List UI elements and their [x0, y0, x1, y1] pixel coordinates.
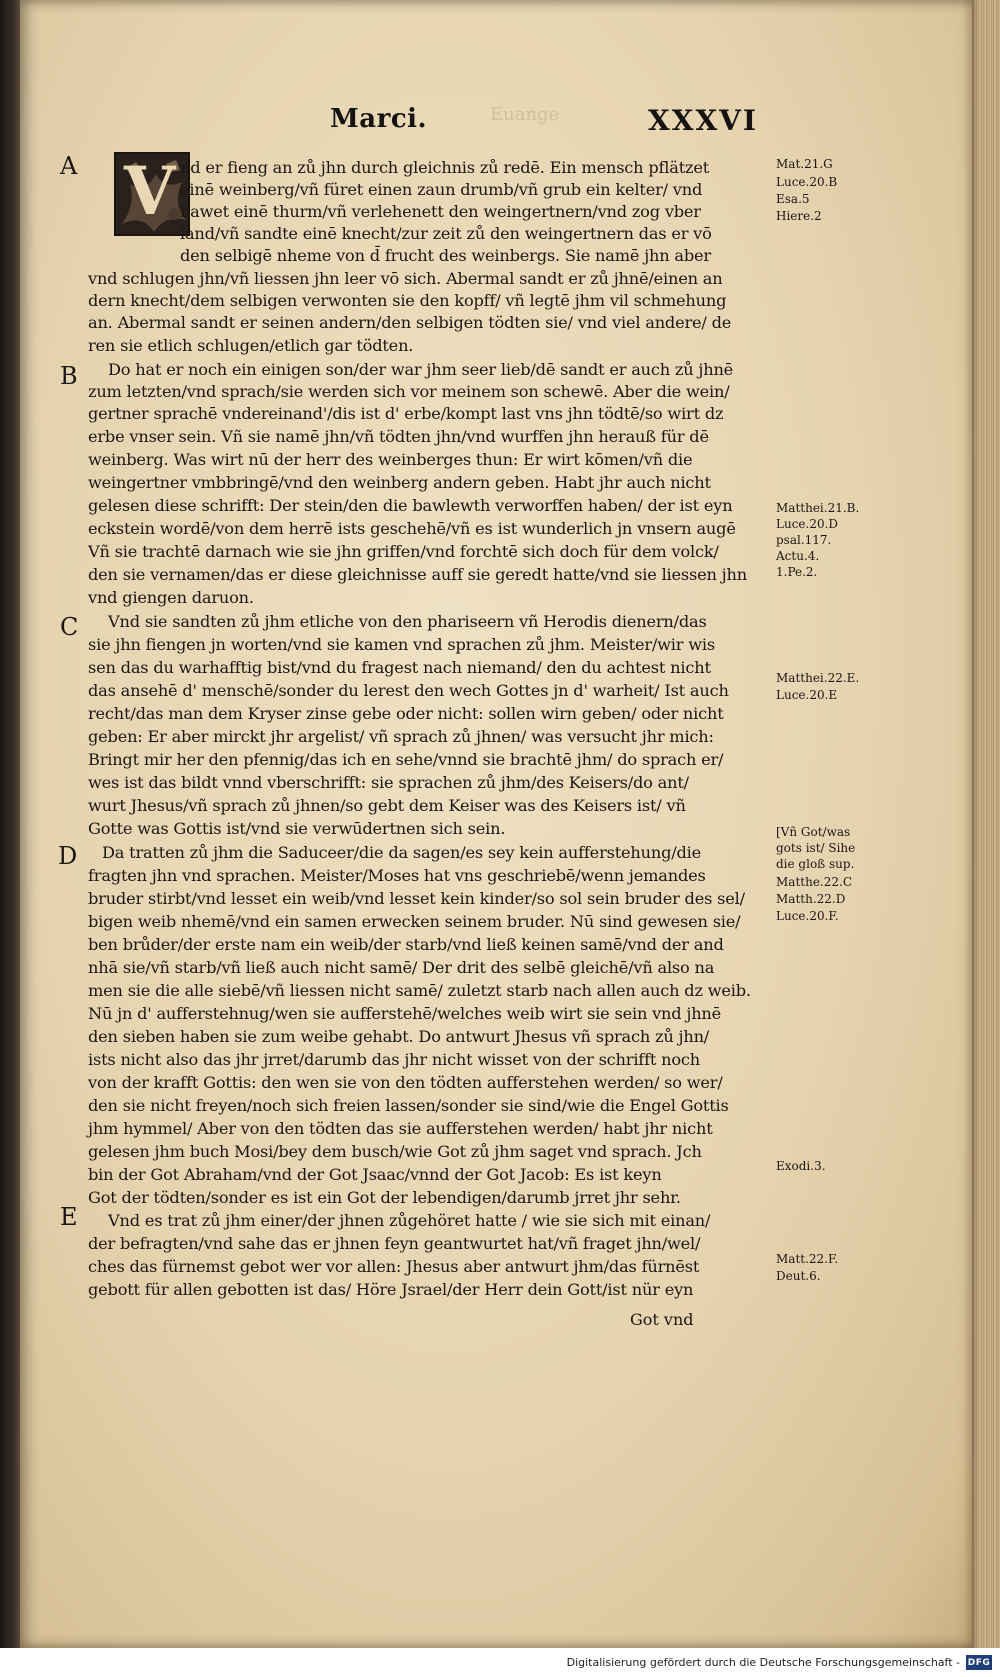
text-line: vnd giengen daruon. — [88, 588, 254, 607]
text-line: gelesen diese schrifft: Der stein/den die bawlewth verworffen haben/ der ist eyn — [88, 496, 733, 515]
section-letter-b: B — [60, 362, 78, 390]
margin-note: Exodi.3. — [776, 1159, 826, 1173]
text-line: jhm hymmel/ Aber von den tödten das sie aufferstehen werden/ habt jhr nicht — [88, 1119, 713, 1138]
text-line: Nū jn d' aufferstehnug/wen sie aufferstehē/welches weib wirt sie sein vnd jhnē — [88, 1004, 722, 1023]
margin-note: Luce.20.E — [776, 688, 838, 702]
margin-note: Luce.20.B — [776, 175, 838, 189]
text-line: ches das fürnemst gebot wer vor allen: Jhesus aber antwurt jhm/das fürnēst — [88, 1257, 700, 1276]
margin-note: gots ist/ Sihe — [776, 841, 856, 855]
margin-note: psal.117. — [776, 533, 832, 547]
book-left-edge — [0, 0, 20, 1677]
text-line: das ansehē d' menschē/sonder du lerest den wech Gottes jn d' warheit/ Ist auch — [88, 681, 729, 700]
margin-note: [Vñ Got/was — [776, 825, 851, 839]
dfg-logo[interactable]: DFG — [966, 1655, 992, 1670]
initial-letter: V — [124, 152, 176, 230]
text-line: Bringt mir her den pfennig/das ich en sehe/vnnd sie brachtē jhm/ do sprach er/ — [88, 750, 724, 769]
margin-note: Esa.5 — [776, 192, 810, 206]
text-line: nd er fieng an zů jhn durch gleichnis zů redē. Ein mensch pflätzet — [180, 158, 710, 177]
text-line: Vñ sie trachtē darnach wie sie jhn griffen/vnd forchtē sich doch für dem volck/ — [88, 542, 719, 561]
text-line: von der krafft Gottis: den wen sie von den tödten aufferstehen werden/ so wer/ — [88, 1073, 723, 1092]
section-letter-d: D — [58, 842, 78, 870]
text-line: den sie vernamen/das er diese gleichnisse auff sie geredt hatte/vnd sie liessen jhn — [88, 565, 747, 584]
fore-edge-shadow — [972, 0, 978, 1648]
text-line: dern knecht/dem selbigen verwonten sie den kopff/ vñ legtē jhm vil schmehung — [88, 291, 727, 310]
text-line: bruder stirbt/vnd lesset ein weib/vnd lesset kein kinder/so sol sein bruder des sel/ — [88, 889, 745, 908]
book-page — [20, 0, 972, 1648]
text-line: vnd schlugen jhn/vñ liessen jhn leer vō sich. Abermal sandt er zů jhnē/einen an — [88, 269, 723, 288]
margin-note: Luce.20.D — [776, 517, 839, 531]
text-line: den sieben haben sie zum weibe gehabt. Do antwurt Jhesus vñ sprach zů jhn/ — [88, 1027, 710, 1046]
text-line: ren sie etlich schlugen/etlich gar tödten. — [88, 336, 414, 355]
decorated-initial — [114, 152, 190, 236]
text-line: gebott für allen gebotten ist das/ Höre Jsrael/der Herr dein Gott/ist nür eyn — [88, 1280, 694, 1299]
margin-note: die gloß sup. — [776, 857, 855, 871]
text-line: Da tratten zů jhm die Saduceer/die da sagen/es sey kein aufferstehung/die — [102, 843, 702, 862]
text-line: weinberg. Was wirt nū der herr des weinberges thun: Er wirt kōmen/vñ die — [88, 450, 693, 469]
margin-note: Mat.21.G — [776, 157, 833, 171]
margin-note: Deut.6. — [776, 1269, 821, 1283]
margin-note: Actu.4. — [776, 549, 820, 563]
margin-note: Luce.20.F. — [776, 909, 839, 923]
text-line: eckstein wordē/von dem herrē ists geschehē/vñ es ist wunderlich jn vnsern augē — [88, 519, 736, 538]
text-line: land/vñ sandte einē knecht/zur zeit zů den weingertnern das er vō — [180, 224, 712, 243]
text-line: recht/das man dem Kryser zinse gebe oder nicht: sollen wirn geben/ oder nicht — [88, 704, 724, 723]
margin-note: 1.Pe.2. — [776, 565, 818, 579]
text-line: zum letzten/vnd sprach/sie werden sich vor meinem son schewē. Aber die wein/ — [88, 382, 730, 401]
text-line: wes ist das bildt vnnd vberschrifft: sie sprachen zů jhm/des Keisers/do ant/ — [88, 773, 689, 792]
text-line: Do hat er noch ein einigen son/der war jhm seer lieb/dē sandt er auch zů jhnē — [108, 360, 734, 379]
text-line: ben brůder/der erste nam ein weib/der starb/vnd ließ keinen samē/vnd der and — [88, 935, 724, 954]
folio-number: XXXVI — [648, 104, 758, 137]
margin-note: Matth.22.D — [776, 892, 846, 906]
digitization-footer — [0, 1648, 1000, 1677]
text-line: sen das du warhafftig bist/vnd du fragest nach niemand/ den du achtest nicht — [88, 658, 711, 677]
text-line: einē weinberg/vñ füret einen zaun drumb/vñ grub ein kelter/ vnd — [180, 180, 703, 199]
text-line: ists nicht also das jhr jrret/darumb das jhr nicht wisset von der schrifft noch — [88, 1050, 700, 1069]
margin-note: Matthe.22.C — [776, 875, 852, 889]
margin-note: Matt.22.F. — [776, 1252, 839, 1266]
text-line: Vnd es trat zů jhm einer/der jhnen zůgehöret hatte / wie sie sich mit einan/ — [108, 1211, 711, 1230]
margin-note: Matthei.22.E. — [776, 671, 860, 685]
text-line: bigen weib nhemē/vnd ein samen erwecken seinem bruder. Nū sind gewesen sie/ — [88, 912, 741, 931]
text-line: Vnd sie sandten zů jhm etliche von den phariseern vñ Herodis dienern/das — [108, 612, 707, 631]
text-line: Got der tödten/sonder es ist ein Got der lebendigen/darumb jrret jhr sehr. — [88, 1188, 681, 1207]
text-line: weingertner vmbbringē/vnd den weinberg andern geben. Habt jhr auch nicht — [88, 473, 711, 492]
running-title: Marci. — [330, 104, 428, 134]
text-line: den sie nicht freyen/noch sich freien lassen/sonder sie sind/wie die Engel Gottis — [88, 1096, 729, 1115]
text-line: fragten jhn vnd sprachen. Meister/Moses hat vns geschriebē/wenn jemandes — [88, 866, 706, 885]
footer-text: Digitalisierung gefördert durch die Deutsche Forschungsgemeinschaft - — [566, 1656, 960, 1669]
margin-note: Matthei.21.B. — [776, 501, 860, 515]
text-line: nhā sie/vñ starb/vñ ließ auch nicht samē/ Der drit des selbē gleichē/vñ also na — [88, 958, 715, 977]
text-line: den selbigē nheme von d̄ frucht des weinbergs. Sie namē jhn aber — [180, 246, 711, 265]
text-line: gelesen jhm buch Mosi/bey dem busch/wie Got zů jhm saget vnd sprach. Jch — [88, 1142, 702, 1161]
text-line: wurt Jhesus/vñ sprach zů jhnen/so gebt dem Keiser was des Keisers ist/ vñ — [88, 796, 686, 815]
text-line: an. Abermal sandt er seinen andern/den selbigen tödten sie/ vnd viel andere/ de — [88, 313, 732, 332]
text-line: men sie die alle siebē/vñ liessen nicht samē/ zuletzt starb nach allen auch dz weib. — [88, 981, 751, 1000]
running-title-ghost: Euange — [490, 104, 560, 125]
text-line: sie jhn fiengen jn worten/vnd sie kamen vnd sprachen zů jhm. Meister/wir wis — [88, 635, 715, 654]
text-line: gertner sprachē vndereinand'/dis ist d' erbe/kompt last vns jhn tödtē/so wirt dz — [88, 404, 724, 423]
text-line: der befragten/vnd sahe das er jhnen feyn geantwurtet hat/vñ fraget jhn/wel/ — [88, 1234, 701, 1253]
section-letter-e: E — [60, 1203, 78, 1231]
section-letter-c: C — [60, 613, 79, 641]
text-line: geben: Er aber mirckt jhr argelist/ vñ sprach zů jhnen/ was versucht jhr mich: — [88, 727, 714, 746]
section-letter-a: A — [60, 152, 78, 180]
text-line: bin der Got Abraham/vnd der Got Jsaac/vnnd der Got Jacob: Es ist keyn — [88, 1165, 662, 1184]
text-line: Gotte was Gottis ist/vnd sie verwūdertnen sich sein. — [88, 819, 506, 838]
text-line: bawet einē thurm/vñ verlehenett den weingertnern/vnd zog vber — [180, 202, 701, 221]
margin-note: Hiere.2 — [776, 209, 822, 223]
catchword: Got vnd — [630, 1310, 694, 1329]
text-line: erbe vnser sein. Vñ sie namē jhn/vñ tödten jhn/vnd wurffen jhn herauß für dē — [88, 427, 709, 446]
